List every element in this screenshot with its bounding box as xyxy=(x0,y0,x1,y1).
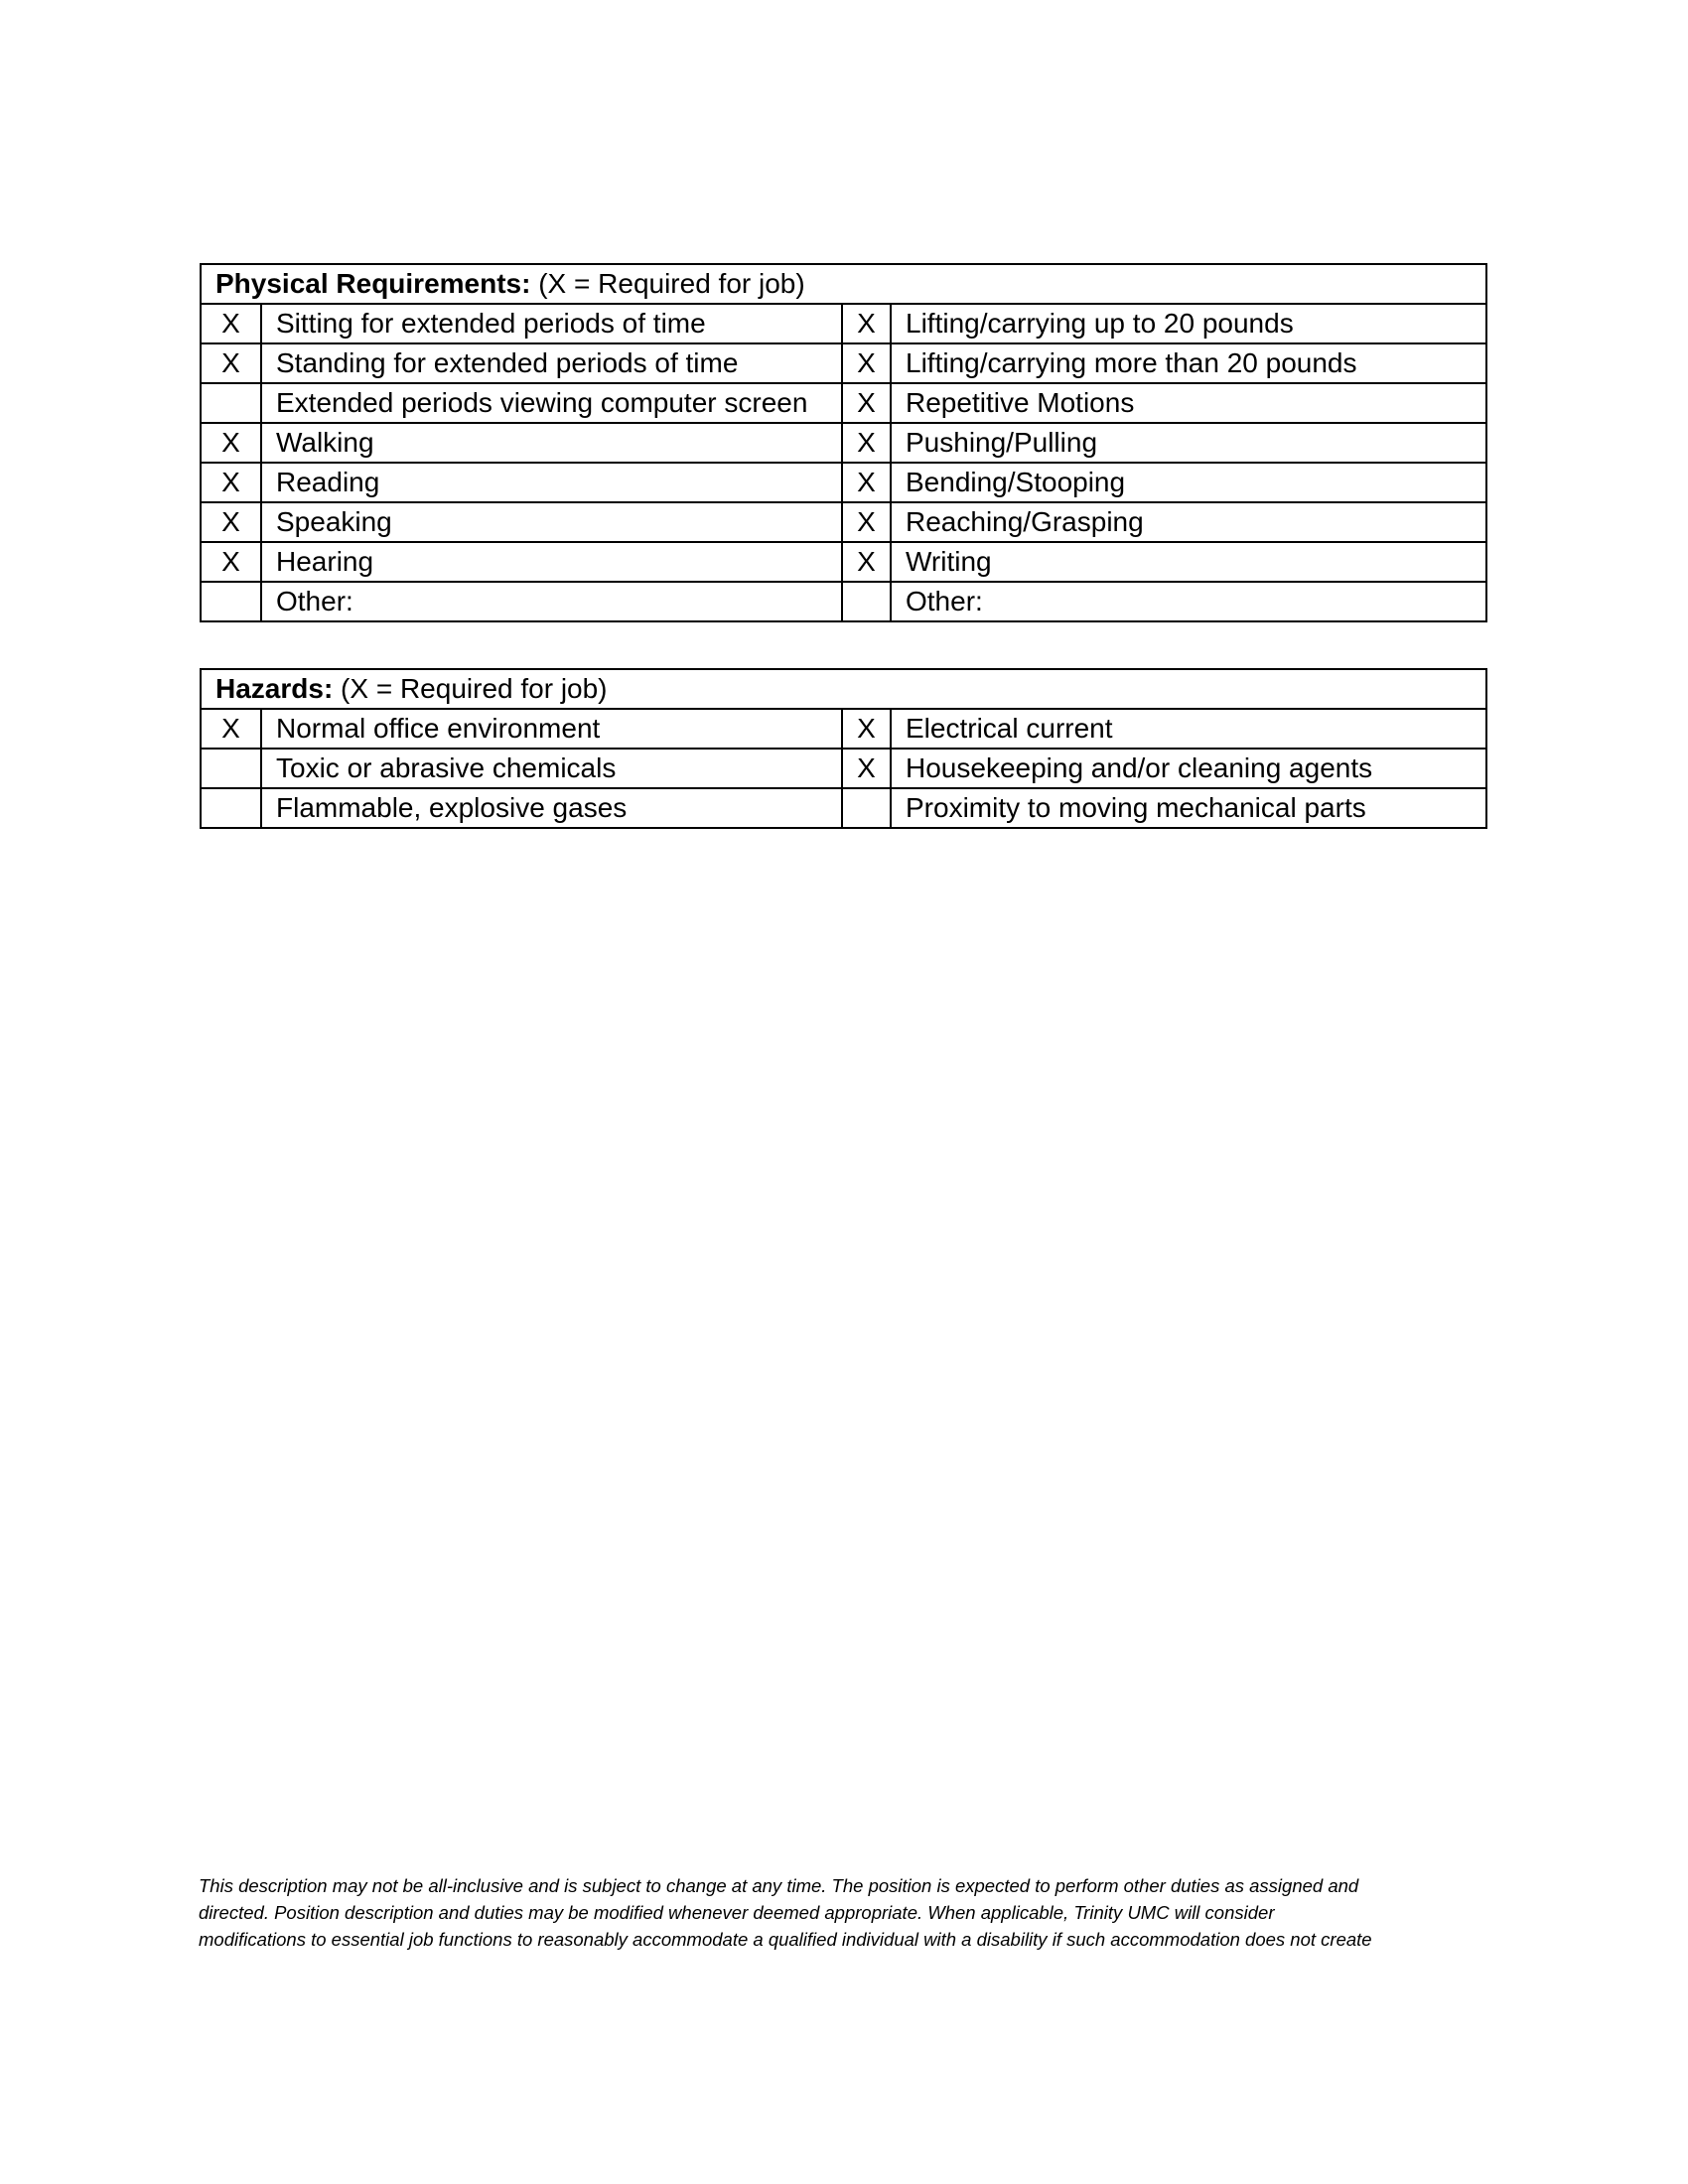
disclaimer-text xyxy=(199,1872,1519,1953)
requirement-mark: X xyxy=(201,709,261,749)
requirement-mark: X xyxy=(842,423,891,463)
requirement-label: Standing for extended periods of time xyxy=(261,343,842,383)
physical-requirements-header xyxy=(201,264,1486,304)
physical-requirements-body xyxy=(201,264,1486,621)
requirement-mark xyxy=(842,582,891,621)
table-row xyxy=(201,463,1486,502)
requirement-mark: X xyxy=(201,463,261,502)
hazards-body xyxy=(201,669,1486,828)
hazards-subtitle: (X = Required for job) xyxy=(341,673,608,704)
hazards-header xyxy=(201,669,1486,709)
table-row xyxy=(201,709,1486,749)
disclaimer-line: modifications to essential job functions to reasonably accommodate a qualified individual with a disability if such accommodation does not create xyxy=(199,1929,1372,1950)
requirement-mark: X xyxy=(201,423,261,463)
requirement-label: Speaking xyxy=(261,502,842,542)
hazards-title: Hazards: xyxy=(215,673,334,704)
table-row xyxy=(201,502,1486,542)
requirement-mark: X xyxy=(842,502,891,542)
requirement-mark: X xyxy=(842,709,891,749)
requirement-mark xyxy=(201,582,261,621)
table-row xyxy=(201,343,1486,383)
requirement-label: Other: xyxy=(261,582,842,621)
requirement-mark xyxy=(201,383,261,423)
table-row xyxy=(201,423,1486,463)
requirement-label: Repetitive Motions xyxy=(891,383,1486,423)
requirement-mark xyxy=(842,788,891,828)
disclaimer-line: directed. Position description and duties may be modified whenever deemed appropriate. When applicable, Trinity UMC will consider xyxy=(199,1902,1275,1923)
requirement-label: Pushing/Pulling xyxy=(891,423,1486,463)
requirement-label: Writing xyxy=(891,542,1486,582)
requirement-label: Lifting/carrying more than 20 pounds xyxy=(891,343,1486,383)
requirement-label: Hearing xyxy=(261,542,842,582)
physical-requirements-table xyxy=(200,263,1487,622)
table-header-row xyxy=(201,669,1486,709)
requirement-mark: X xyxy=(842,749,891,788)
requirement-mark: X xyxy=(842,343,891,383)
table-row xyxy=(201,383,1486,423)
table-row xyxy=(201,788,1486,828)
requirement-label: Bending/Stooping xyxy=(891,463,1486,502)
requirement-label: Toxic or abrasive chemicals xyxy=(261,749,842,788)
requirement-mark xyxy=(201,749,261,788)
requirement-label: Reaching/Grasping xyxy=(891,502,1486,542)
requirement-label: Housekeeping and/or cleaning agents xyxy=(891,749,1486,788)
requirement-mark: X xyxy=(842,304,891,343)
table-header-row xyxy=(201,264,1486,304)
requirement-mark: X xyxy=(201,343,261,383)
requirement-label: Lifting/carrying up to 20 pounds xyxy=(891,304,1486,343)
table-row xyxy=(201,749,1486,788)
table-row xyxy=(201,542,1486,582)
physical-requirements-subtitle: (X = Required for job) xyxy=(538,268,805,299)
requirement-label: Walking xyxy=(261,423,842,463)
table-row xyxy=(201,582,1486,621)
requirement-label: Electrical current xyxy=(891,709,1486,749)
requirement-mark: X xyxy=(201,542,261,582)
table-row xyxy=(201,304,1486,343)
requirement-mark: X xyxy=(842,542,891,582)
requirement-label: Sitting for extended periods of time xyxy=(261,304,842,343)
requirement-label: Other: xyxy=(891,582,1486,621)
physical-requirements-title: Physical Requirements: xyxy=(215,268,531,299)
requirement-label: Extended periods viewing computer screen xyxy=(261,383,842,423)
requirement-mark: X xyxy=(201,502,261,542)
requirement-label: Reading xyxy=(261,463,842,502)
requirement-mark: X xyxy=(842,383,891,423)
requirement-mark: X xyxy=(842,463,891,502)
requirement-label: Proximity to moving mechanical parts xyxy=(891,788,1486,828)
requirement-label: Normal office environment xyxy=(261,709,842,749)
disclaimer-line: This description may not be all-inclusive and is subject to change at any time. The position is expected to perform other duties as assigned and xyxy=(199,1875,1359,1896)
requirement-mark xyxy=(201,788,261,828)
hazards-table xyxy=(200,668,1487,829)
requirement-label: Flammable, explosive gases xyxy=(261,788,842,828)
requirement-mark: X xyxy=(201,304,261,343)
